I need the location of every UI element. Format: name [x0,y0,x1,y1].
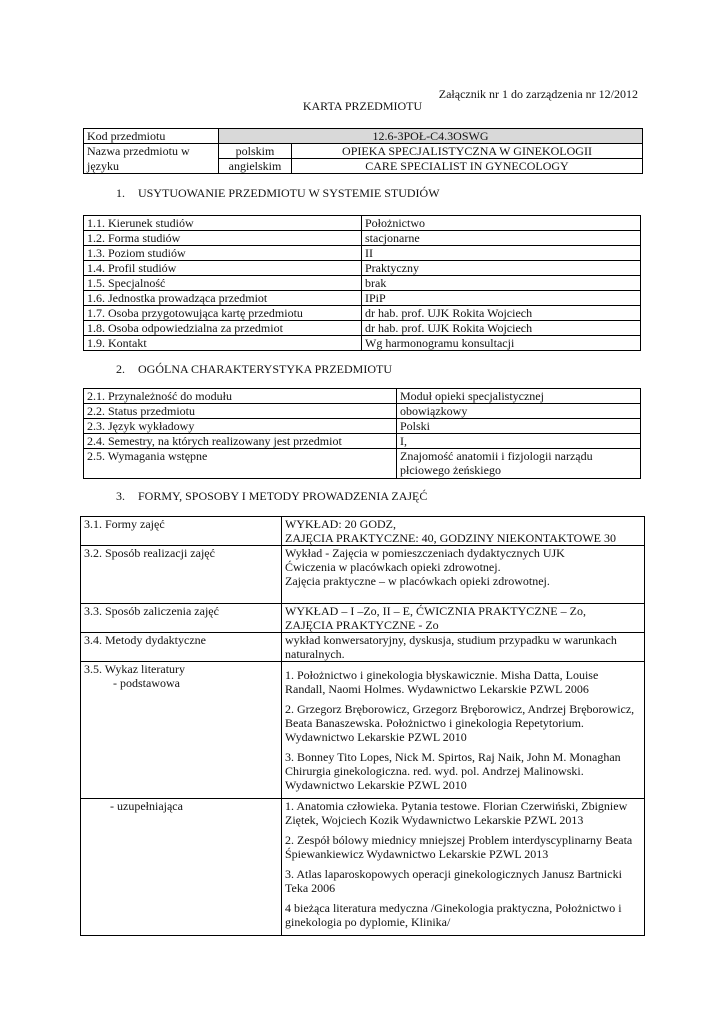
section3-table [80,516,645,936]
table-row-label: 2.4. Semestry, na których realizowany jest przedmiot [84,434,397,449]
table-row-label: 2.5. Wymagania wstępne [84,449,397,479]
table-row-value: Wg harmonogramu konsultacji [362,336,641,351]
forms-line1: WYKŁAD: 20 GODZ, [285,517,396,531]
realization-line3: Zajęcia praktyczne – w placówkach opieki zdrowotnej. [285,574,550,588]
table-row-label: 1.4. Profil studiów [84,261,362,276]
methods-label: 3.4. Metody dydaktyczne [81,633,282,662]
table-row-value: IPiP [362,291,641,306]
list-item: 4 bieżąca literatura medyczna /Ginekologia praktyczna, Położnictwo i ginekologia po dyplomie, Klinika/ [285,901,622,929]
table-row-value: I, [397,434,641,449]
credit-value [282,604,645,633]
credit-line2: ZAJĘCIA PRAKTYCZNE - Zo [285,618,439,632]
table-row-value: Położnictwo [362,216,641,231]
section2-table [83,388,641,479]
section1-heading [116,186,440,201]
literature-basic [282,662,645,799]
realization-label: 3.2. Sposób realizacji zajęć [81,546,282,604]
attachment-note: Załącznik nr 1 do zarządzenia nr 12/2012 [438,87,638,101]
list-item: 2. Zespół bólowy miednicy mniejszej Problem interdyscyplinarny Beata Śpiewankiewicz Wydawnictwo Lekarskie PZWL 2013 [285,833,633,861]
table-row-value: Polski [397,419,641,434]
name-label-line2: języku [84,159,219,174]
course-name-en: CARE SPECIALIST IN GYNECOLOGY [292,159,643,174]
literature-supplementary [282,799,645,936]
table-row-label: 1.1. Kierunek studiów [84,216,362,231]
table-row-value: Praktyczny [362,261,641,276]
realization-line1: Wykład - Zajęcia w pomieszczeniach dydaktycznych UJK [285,546,565,560]
forms-label: 3.1. Formy zajęć [81,517,282,546]
table-row-value: obowiązkowy [397,404,641,419]
credit-label: 3.3. Sposób zaliczenia zajęć [81,604,282,633]
table-row-value: dr hab. prof. UJK Rokita Wojciech [362,321,641,336]
section1-title: USYTUOWANIE PRZEDMIOTU W SYSTEMIE STUDIÓW [138,186,440,200]
forms-value [282,517,645,546]
section1-table [83,215,641,351]
table-row-label: 2.3. Język wykładowy [84,419,397,434]
credit-line1: WYKŁAD – I –Zo, II – E, ĆWICZNIA PRAKTYCZNE – Zo, [285,604,586,618]
list-item: 3. Atlas laparoskopowych operacji ginekologicznych Janusz Bartnicki Teka 2006 [285,867,622,895]
section2-title: OGÓLNA CHARAKTERYSTYKA PRZEDMIOTU [138,362,393,376]
name-label-line1: Nazwa przedmiotu w [84,144,219,159]
table-row-label: 1.9. Kontakt [84,336,362,351]
section3-heading [116,489,427,504]
literature-supplementary-label: - uzupełniająca [81,799,282,936]
table-row-label: 2.2. Status przedmiotu [84,404,397,419]
table-row-value: stacjonarne [362,231,641,246]
table-row-label: 1.6. Jednostka prowadząca przedmiot [84,291,362,306]
section3-number: 3. [116,489,125,503]
table-row-value: brak [362,276,641,291]
literature-label: 3.5. Wykaz literatury [84,662,186,676]
code-label: Kod przedmiotu [84,129,219,144]
lang-pl-label: polskim [219,144,292,159]
lang-en-label: angielskim [219,159,292,174]
list-item: 1. Anatomia człowieka. Pytania testowe. Florian Czerwiński, Zbigniew Ziętek, Wojciech Kozik Wydawnictwo Lekarskie PZWL 2013 [285,799,628,827]
list-item: 3. Bonney Tito Lopes, Nick M. Spirtos, Raj Naik, John M. Monaghan Chirurgia ginekologiczna. red. wyd. pol. Andrzej Malinowski. Wydawnictwo Lekarskie PZWL 2010 [285,750,621,792]
table-row-label: 2.1. Przynależność do modułu [84,389,397,404]
table-row-label: 1.7. Osoba przygotowująca kartę przedmiotu [84,306,362,321]
table-row-label: 1.8. Osoba odpowiedzialna za przedmiot [84,321,362,336]
realization-line2: Ćwiczenia w placówkach opieki zdrowotnej. [285,560,501,574]
course-header-table [83,128,643,174]
literature-basic-label: - podstawowa [113,676,180,690]
section2-heading [116,362,392,377]
forms-line2: ZAJĘCIA PRAKTYCZNE: 40, GODZINY NIEKONTAKTOWE 30 [285,531,617,545]
section1-number: 1. [116,186,125,200]
course-code: 12.6-3POŁ-C4.3OSWG [219,129,643,144]
course-name-pl: OPIEKA SPECJALISTYCZNA W GINEKOLOGII [292,144,643,159]
literature-label-cell [81,662,282,799]
methods-value: wykład konwersatoryjny, dyskusja, studium przypadku w warunkach naturalnych. [282,633,645,662]
section3-title: FORMY, SPOSOBY I METODY PROWADZENIA ZAJĘĆ [138,489,428,503]
table-row-label: 1.3. Poziom studiów [84,246,362,261]
table-row-value: II [362,246,641,261]
table-row-value: dr hab. prof. UJK Rokita Wojciech [362,306,641,321]
table-row-label: 1.2. Forma studiów [84,231,362,246]
list-item: 2. Grzegorz Bręborowicz, Grzegorz Bręborowicz, Andrzej Bręborowicz, Beata Banaszewska. Położnictwo i ginekologia Repetytorium. Wydawnictwo Lekarskie PZWL 2010 [285,702,635,744]
section2-number: 2. [116,362,125,376]
table-row-label: 1.5. Specjalność [84,276,362,291]
table-row-value: Moduł opieki specjalistycznej [397,389,641,404]
table-row-value: Znajomość anatomii i fizjologii narządu płciowego żeńskiego [397,449,641,479]
realization-value [282,546,645,604]
list-item: 1. Położnictwo i ginekologia błyskawicznie. Misha Datta, Louise Randall, Naomi Holmes. Wydawnictwo Lekarskie PZWL 2006 [285,668,599,696]
document-title: KARTA PRZEDMIOTU [302,99,423,113]
